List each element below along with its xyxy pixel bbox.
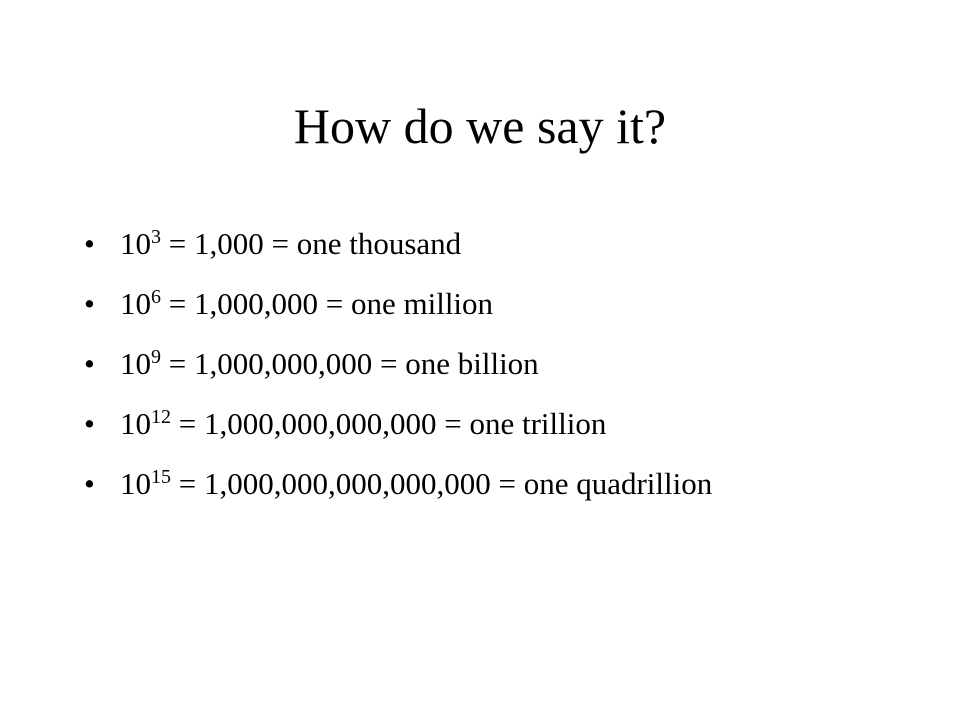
equation-rest: = 1,000,000,000,000,000 = one quadrillion	[171, 466, 713, 501]
equation-rest: = 1,000 = one thousand	[161, 226, 462, 261]
power-exponent: 6	[151, 286, 161, 308]
power-base: 10	[120, 406, 151, 441]
power-exponent: 3	[151, 226, 161, 248]
bullet-text	[120, 274, 493, 334]
equation-rest: = 1,000,000 = one million	[161, 286, 494, 321]
bullet-text	[120, 394, 606, 454]
bullet-icon: •	[84, 466, 95, 501]
bullet-icon: •	[84, 406, 95, 441]
bullet-text	[120, 454, 712, 514]
bullet-text	[120, 214, 461, 274]
bullet-icon: •	[84, 286, 95, 321]
bullet-icon: •	[84, 346, 95, 381]
power-base: 10	[120, 466, 151, 501]
bullet-text	[120, 334, 539, 394]
bullet-icon: •	[84, 226, 95, 261]
slide-title: How do we say it?	[293, 98, 667, 154]
equation-rest: = 1,000,000,000 = one billion	[161, 346, 539, 381]
equation-rest: = 1,000,000,000,000 = one trillion	[171, 406, 607, 441]
power-exponent: 12	[151, 406, 171, 428]
power-base: 10	[120, 226, 151, 261]
power-base: 10	[120, 286, 151, 321]
power-exponent: 9	[151, 346, 161, 368]
power-exponent: 15	[151, 466, 171, 488]
power-base: 10	[120, 346, 151, 381]
